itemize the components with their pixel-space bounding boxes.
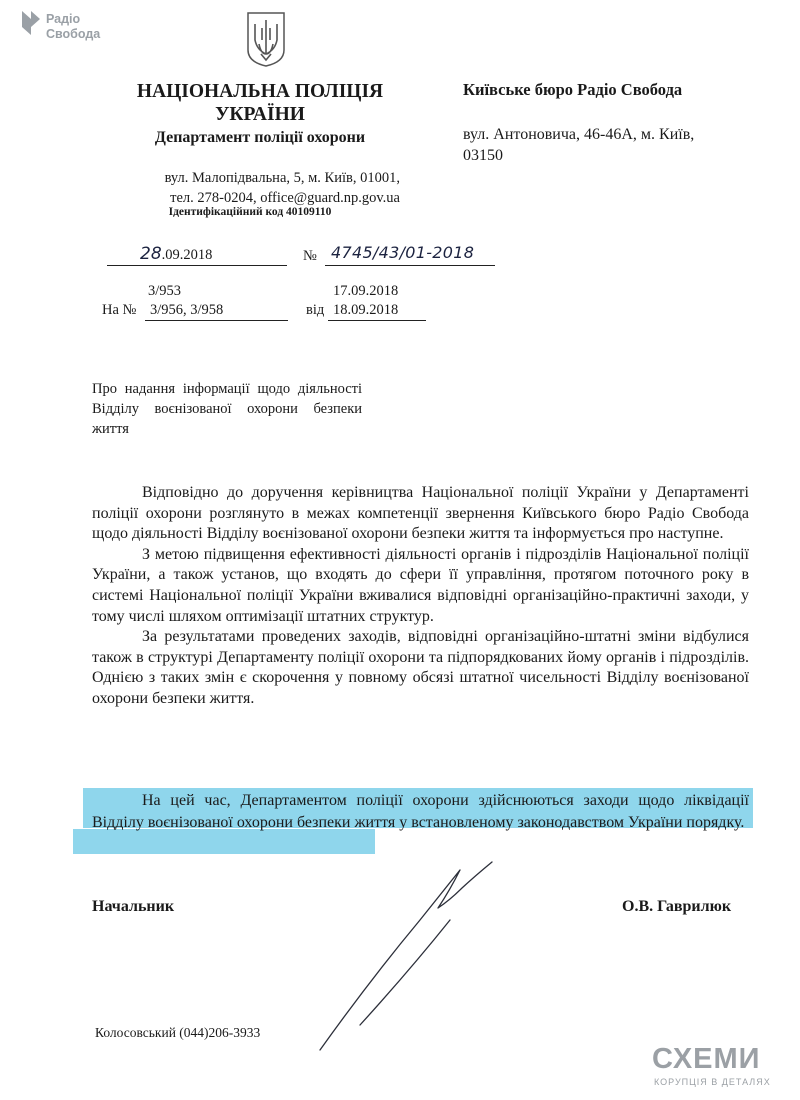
signatory-title: Начальник — [92, 898, 175, 915]
highlighted-paragraph — [92, 790, 749, 833]
contact-person: Колосовський (044)206-3933 — [95, 1025, 261, 1040]
schemy-watermark-sub: КОРУПЦІЯ В ДЕТАЛЯХ — [654, 1077, 771, 1087]
org-line2: УКРАЇНИ — [215, 104, 305, 125]
recipient-name: Київське бюро Радіо Свобода — [463, 80, 683, 99]
number-underline — [325, 265, 495, 266]
sender-address-line2: тел. 278-0204, office@guard.np.gov.ua — [170, 189, 400, 206]
signatory-name: О.В. Гаврилюк — [622, 898, 732, 915]
outgoing-date-day: 28 — [140, 244, 162, 264]
body-paragraph-1: Відповідно до доручення керівництва Національної поліції України у Департаменті поліції охорони розглянуто в межах компетенції звернення Київського бюро Радіо Свобода щодо діяльності Відділу воєнізованої охорони безпеки життя та інформується про наступне. — [92, 484, 749, 543]
recipient-address — [463, 124, 763, 166]
outgoing-date-rest: .09.2018 — [161, 247, 213, 263]
handwritten-signature — [300, 850, 520, 1060]
radio-svoboda-wordmark — [46, 12, 100, 42]
reference-date-1: 17.09.2018 — [333, 283, 399, 299]
org-line1: НАЦІОНАЛЬНА ПОЛІЦІЯ — [136, 81, 384, 102]
recipient-address-line1: вул. Антоновича, 46-46А, м. Київ, — [463, 126, 695, 143]
reference-label: На № — [102, 302, 137, 318]
reference-number-underline — [145, 320, 288, 321]
radio-svoboda-emblem-icon — [18, 8, 44, 38]
logo-line1: Радіо — [46, 12, 81, 26]
identification-code: Ідентифікаційний код 40109110 — [168, 206, 332, 218]
radio-svoboda-logo — [18, 8, 118, 44]
outgoing-date — [140, 244, 212, 264]
date-underline — [107, 265, 287, 266]
body-paragraph-2: З метою підвищення ефективності діяльності органів і підрозділів Національної поліції України, а також установ, що входять до сфери її управління, протягом поточного року в системі Національної поліції України вживалися відповідні організаційно-практичні заходи, у тому числі шляхом оптимізації штатних структур. — [92, 545, 749, 625]
reference-number-1: 3/953 — [148, 283, 182, 299]
department-name: Департамент поліції охорони — [154, 129, 366, 146]
reference-from-label: від — [306, 302, 325, 318]
reference-date-underline — [328, 320, 426, 321]
sender-address — [100, 169, 400, 208]
sender-address-line1: вул. Малопідвальна, 5, м. Київ, 01001, — [164, 170, 400, 186]
outgoing-number: 4745/43/01-2018 — [331, 243, 475, 262]
logo-line2: Свобода — [46, 27, 101, 41]
schemy-watermark-main: СХЕМИ — [652, 1043, 761, 1075]
coat-of-arms-icon — [245, 10, 287, 68]
letter-body — [92, 483, 749, 710]
recipient-address-line2: 03150 — [463, 147, 503, 164]
outgoing-number-label: № — [303, 248, 317, 264]
letter-subject: Про надання інформації щодо діяльності Відділу воєнізованої охорони безпеки життя — [92, 381, 362, 437]
schemy-watermark — [652, 1043, 780, 1093]
body-paragraph-3: За результатами проведених заходів, відповідні організаційно-штатні зміни відбулися також в структурі Департаменту поліції охорони та підпорядкованих йому органів і підрозділів. Однією з таких змін є скорочення у повному обсязі штатної чисельності Відділу воєнізованої охорони безпеки життя. — [92, 628, 749, 707]
reference-date-2: 18.09.2018 — [333, 302, 399, 318]
organization-name — [105, 80, 415, 126]
reference-number-2: 3/956, 3/958 — [150, 302, 224, 318]
highlighted-paragraph-text: На цей час, Департаментом поліції охорони здійснюються заходи щодо ліквідації Відділу воєнізованої охорони безпеки життя у встановленому законодавством України порядку. — [92, 792, 749, 831]
